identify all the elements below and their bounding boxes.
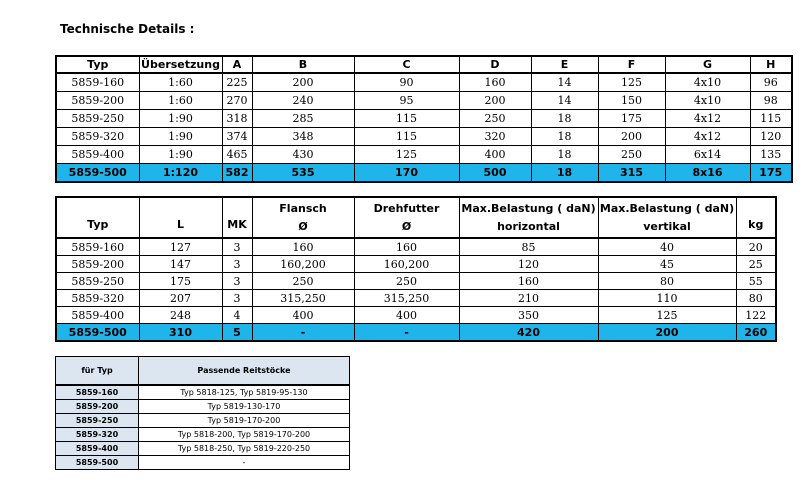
table-cell: 3 <box>222 256 252 273</box>
table-cell: 3 <box>222 273 252 290</box>
table-cell: 150 <box>598 92 665 110</box>
header-line-2: kg <box>748 218 764 231</box>
table-cell: 270 <box>222 92 252 110</box>
table-cell: 200 <box>459 92 531 110</box>
column-header: für Typ <box>56 357 139 386</box>
table-cell: 1:60 <box>139 73 222 92</box>
table-cell: 374 <box>222 128 252 146</box>
column-header: G <box>665 56 750 73</box>
table-cell: 500 <box>459 164 531 183</box>
table-cell: 18 <box>531 146 598 164</box>
table-row <box>56 385 350 400</box>
table-cell: 465 <box>222 146 252 164</box>
table-cell: 4x12 <box>665 128 750 146</box>
table-cell: 147 <box>139 256 222 273</box>
column-header <box>354 197 459 238</box>
table-cell: 122 <box>736 307 776 324</box>
table-cell: 5859-400 <box>56 146 139 164</box>
table-cell: 18 <box>531 164 598 183</box>
table-row <box>56 414 350 428</box>
table-row <box>56 238 776 256</box>
table-cell: 3 <box>222 290 252 307</box>
table-cell: 5859-200 <box>56 256 139 273</box>
table-cell: 5859-320 <box>56 290 139 307</box>
tailstock-cell: Typ 5819-170-200 <box>139 414 350 428</box>
table-cell: 18 <box>531 128 598 146</box>
table-cell: 1:90 <box>139 146 222 164</box>
table-cell: 5859-500 <box>56 164 139 183</box>
table-cell: 430 <box>252 146 354 164</box>
header-line-2: vertikal <box>643 219 691 233</box>
table-cell: 1:90 <box>139 110 222 128</box>
table-cell: 250 <box>598 146 665 164</box>
table-cell: 582 <box>222 164 252 183</box>
table-cell: 5 <box>222 324 252 342</box>
table-cell: 5859-200 <box>56 92 139 110</box>
header-line-2: horizontal <box>497 219 560 233</box>
table-cell: 350 <box>459 307 598 324</box>
table-cell: 160 <box>354 238 459 256</box>
table-cell: 318 <box>222 110 252 128</box>
load-details-table <box>55 196 777 342</box>
table-row <box>56 456 350 470</box>
table-cell: 200 <box>598 128 665 146</box>
table-row <box>56 324 776 342</box>
table-cell: 260 <box>736 324 776 342</box>
table-cell: 310 <box>139 324 222 342</box>
column-header: A <box>222 56 252 73</box>
column-header: Passende Reitstöcke <box>139 357 350 386</box>
table-cell: 348 <box>252 128 354 146</box>
table-cell: 4x12 <box>665 110 750 128</box>
table-row <box>56 256 776 273</box>
table-cell: 250 <box>252 273 354 290</box>
table-cell: 175 <box>750 164 792 183</box>
table-cell: 320 <box>459 128 531 146</box>
table-cell: 115 <box>750 110 792 128</box>
table-cell: 5859-250 <box>56 110 139 128</box>
table-cell: 225 <box>222 73 252 92</box>
column-header: D <box>459 56 531 73</box>
table-cell: 45 <box>598 256 736 273</box>
table-cell: 5859-400 <box>56 307 139 324</box>
table-cell: 14 <box>531 73 598 92</box>
table-cell: 160,200 <box>354 256 459 273</box>
table-cell: 4x10 <box>665 73 750 92</box>
table-row <box>56 290 776 307</box>
table-cell: 400 <box>354 307 459 324</box>
table-cell: 315,250 <box>252 290 354 307</box>
header-line-1: Max.Belastung ( daN) <box>599 201 735 215</box>
table-cell: 315,250 <box>354 290 459 307</box>
column-header <box>139 197 222 238</box>
table-cell: 160 <box>459 273 598 290</box>
table-cell: 5859-160 <box>56 238 139 256</box>
table-cell: 240 <box>252 92 354 110</box>
table-cell: 25 <box>736 256 776 273</box>
column-header: H <box>750 56 792 73</box>
type-cell: 5859-400 <box>56 442 139 456</box>
column-header: C <box>354 56 459 73</box>
table-cell: 210 <box>459 290 598 307</box>
column-header <box>56 197 139 238</box>
table-cell: 160 <box>459 73 531 92</box>
header-line-1: Drehfutter <box>373 201 440 215</box>
table-cell: 90 <box>354 73 459 92</box>
tailstock-cell: Typ 5819-130-170 <box>139 400 350 414</box>
table-row <box>56 307 776 324</box>
table-row <box>56 128 792 146</box>
tailstock-cell: Typ 5818-250, Typ 5819-220-250 <box>139 442 350 456</box>
type-cell: 5859-500 <box>56 456 139 470</box>
column-header: E <box>531 56 598 73</box>
technical-details-table <box>55 55 793 183</box>
table-cell: 160 <box>252 238 354 256</box>
table-cell: 14 <box>531 92 598 110</box>
table-cell: 200 <box>598 324 736 342</box>
table-cell: 5859-320 <box>56 128 139 146</box>
table-cell: 175 <box>139 273 222 290</box>
table-row <box>56 442 350 456</box>
table-cell: 250 <box>354 273 459 290</box>
table-cell: 80 <box>598 273 736 290</box>
table-cell: 5859-160 <box>56 73 139 92</box>
table-row <box>56 92 792 110</box>
table-cell: 420 <box>459 324 598 342</box>
table-cell: 98 <box>750 92 792 110</box>
table-cell: 20 <box>736 238 776 256</box>
type-cell: 5859-250 <box>56 414 139 428</box>
table-cell: 125 <box>598 73 665 92</box>
table-cell: 1:120 <box>139 164 222 183</box>
table-cell: 535 <box>252 164 354 183</box>
header-line-2: Ø <box>298 219 308 233</box>
table-row <box>56 273 776 290</box>
table-cell: 315 <box>598 164 665 183</box>
column-header <box>736 197 776 238</box>
table-cell: 5859-500 <box>56 324 139 342</box>
column-header: Typ <box>56 56 139 73</box>
table-cell: 85 <box>459 238 598 256</box>
table-cell: 207 <box>139 290 222 307</box>
header-line-1: Flansch <box>279 201 327 215</box>
type-cell: 5859-200 <box>56 400 139 414</box>
table-row <box>56 164 792 183</box>
table-cell: 170 <box>354 164 459 183</box>
type-cell: 5859-320 <box>56 428 139 442</box>
table-cell: 125 <box>598 307 736 324</box>
table-cell: 3 <box>222 238 252 256</box>
table-cell: 120 <box>459 256 598 273</box>
tailstock-cell: - <box>139 456 350 470</box>
header-line-2: L <box>176 218 184 231</box>
table-cell: 400 <box>252 307 354 324</box>
table-row <box>56 110 792 128</box>
table-cell: - <box>252 324 354 342</box>
table-cell: - <box>354 324 459 342</box>
tailstock-table <box>55 356 350 470</box>
table-cell: 115 <box>354 128 459 146</box>
column-header <box>459 197 598 238</box>
table-cell: 285 <box>252 110 354 128</box>
table-cell: 55 <box>736 273 776 290</box>
table-row <box>56 428 350 442</box>
table-cell: 4 <box>222 307 252 324</box>
table-cell: 40 <box>598 238 736 256</box>
tailstock-cell: Typ 5818-200, Typ 5819-170-200 <box>139 428 350 442</box>
table-cell: 80 <box>736 290 776 307</box>
table-cell: 250 <box>459 110 531 128</box>
column-header <box>222 197 252 238</box>
column-header <box>252 197 354 238</box>
column-header <box>598 197 736 238</box>
table-cell: 5859-250 <box>56 273 139 290</box>
table-row <box>56 400 350 414</box>
table-cell: 200 <box>252 73 354 92</box>
header-line-2: Ø <box>401 219 412 233</box>
table-cell: 95 <box>354 92 459 110</box>
table-cell: 400 <box>459 146 531 164</box>
table-cell: 1:90 <box>139 128 222 146</box>
table-cell: 127 <box>139 238 222 256</box>
type-cell: 5859-160 <box>56 385 139 400</box>
table-cell: 8x16 <box>665 164 750 183</box>
table-cell: 120 <box>750 128 792 146</box>
table-cell: 248 <box>139 307 222 324</box>
table-cell: 96 <box>750 73 792 92</box>
table-cell: 135 <box>750 146 792 164</box>
column-header: Übersetzung <box>139 56 222 73</box>
column-header: F <box>598 56 665 73</box>
table-row <box>56 146 792 164</box>
table-cell: 115 <box>354 110 459 128</box>
table-cell: 125 <box>354 146 459 164</box>
table-cell: 1:60 <box>139 92 222 110</box>
table-row <box>56 73 792 92</box>
table-cell: 6x14 <box>665 146 750 164</box>
table-cell: 160,200 <box>252 256 354 273</box>
table-cell: 175 <box>598 110 665 128</box>
tailstock-cell: Typ 5818-125, Typ 5819-95-130 <box>139 385 350 400</box>
table-cell: 18 <box>531 110 598 128</box>
table-cell: 4x10 <box>665 92 750 110</box>
table-cell: 110 <box>598 290 736 307</box>
header-line-2: Typ <box>87 218 109 231</box>
column-header: B <box>252 56 354 73</box>
header-line-1: Max.Belastung ( daN) <box>461 201 596 215</box>
page-title: Technische Details : <box>60 22 195 36</box>
header-line-2: MK <box>227 218 247 231</box>
